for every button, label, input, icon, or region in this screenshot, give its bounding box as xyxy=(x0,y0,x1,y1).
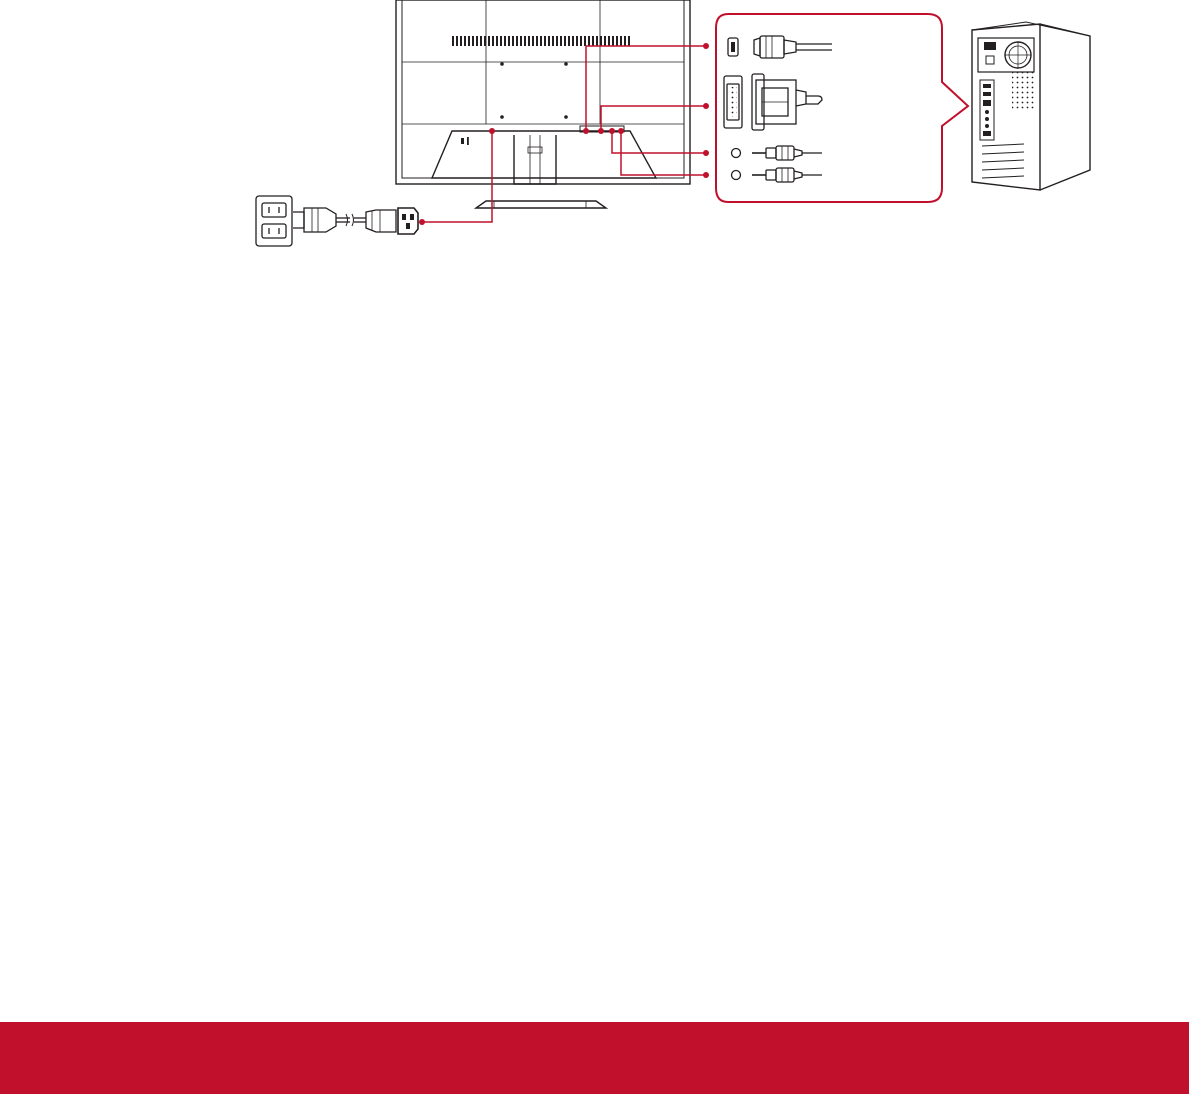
monitor-lower-housing xyxy=(432,131,656,178)
stand-neck xyxy=(514,135,556,184)
vent-grille xyxy=(452,36,630,46)
connection-leader-lines xyxy=(422,46,706,222)
stand-base xyxy=(476,201,606,208)
dvi-connector xyxy=(724,74,822,130)
footer-band xyxy=(0,1022,1189,1094)
audio-out-connector xyxy=(732,168,823,182)
power-cord xyxy=(293,208,418,234)
connection-diagram xyxy=(0,0,1189,270)
hdmi-leader-line xyxy=(586,46,706,131)
connection-dots xyxy=(419,43,709,225)
power-outlet xyxy=(256,196,292,246)
expansion-slots xyxy=(982,144,1024,178)
monitor-rear xyxy=(396,0,690,208)
pc-side-panel xyxy=(1040,24,1090,190)
monitor-back-panel xyxy=(396,0,690,184)
pc-tower xyxy=(972,22,1090,190)
psu-socket xyxy=(984,42,996,50)
pc-side-vent xyxy=(1012,70,1034,110)
vesa-mount-holes xyxy=(500,62,568,119)
hdmi-connector xyxy=(728,36,832,58)
audio-in-connector xyxy=(732,146,823,160)
audio-in-leader-line xyxy=(612,131,706,153)
